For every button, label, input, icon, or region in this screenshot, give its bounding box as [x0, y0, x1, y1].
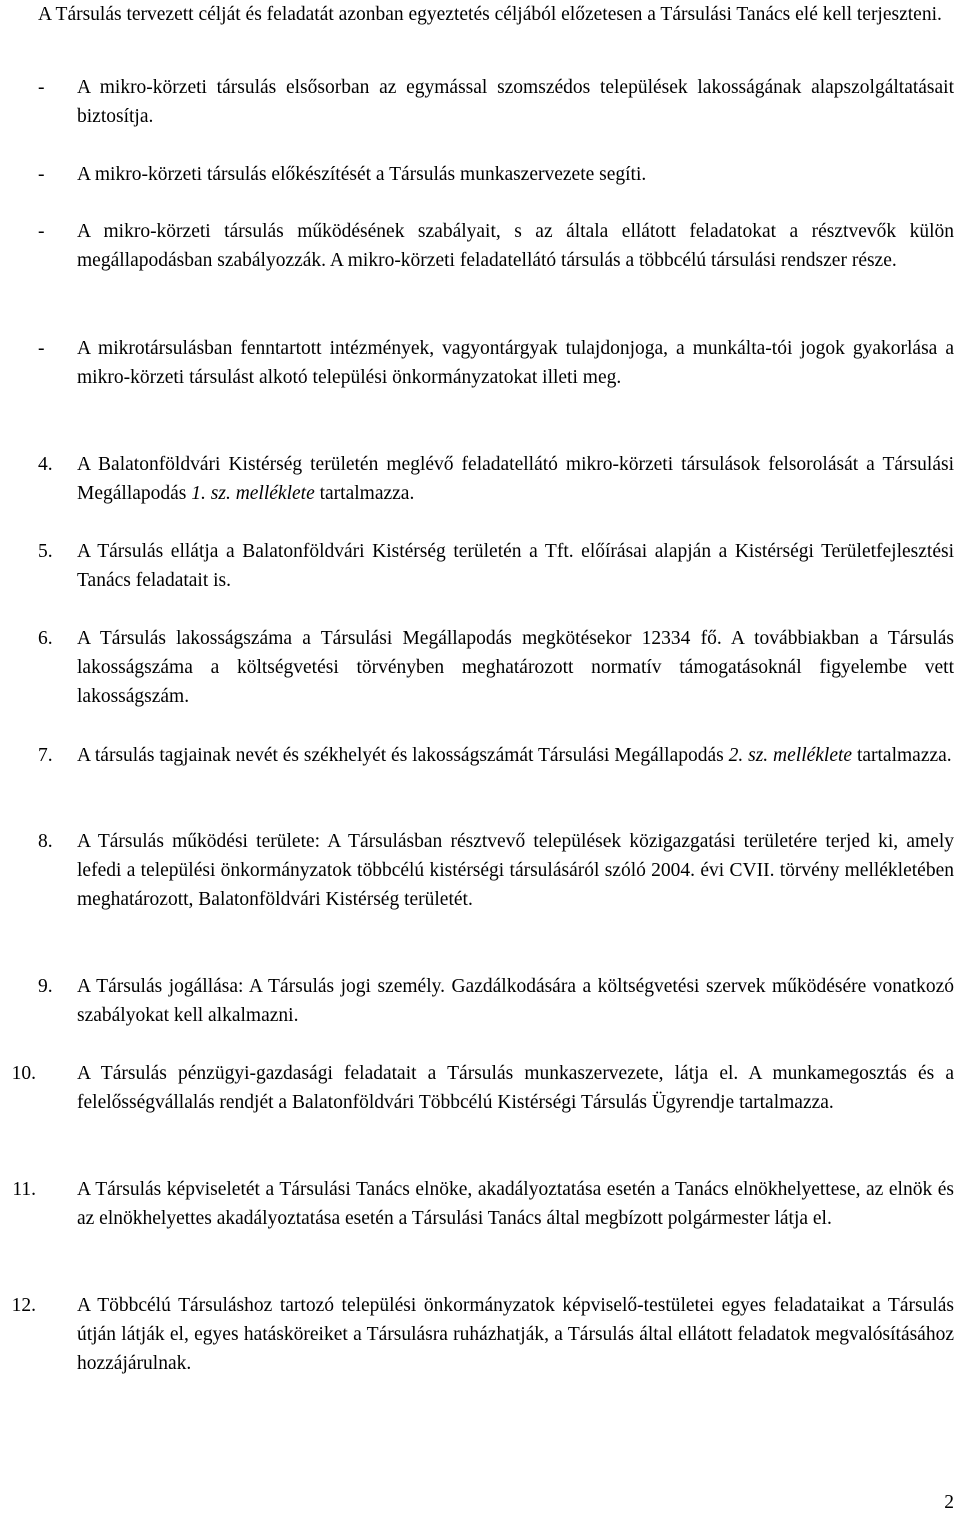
list-dash-marker: -	[38, 221, 45, 242]
list-number-marker: 12.	[11, 1295, 36, 1316]
list-number-marker: 5.	[38, 541, 53, 562]
list-item-text: A Többcélú Társuláshoz tartozó települési önkormányzatok képviselő-testületei egyes feladataikat a Társulás útján látják el, egyes hatásköreiket a Társulásra ruházhatják, a Társulás által ellátott feladatok megvalósításához hozzájárulnak.	[77, 1295, 954, 1375]
list-number-marker: 10.	[11, 1063, 36, 1084]
numbered-list-item	[0, 1059, 954, 1117]
list-item-text-part: A Balatonföldvári Kistérség területén meglévő feladatellátó mikro-körzeti társulások felsorolását a Társulási Megállapodás	[77, 454, 954, 505]
dash-list-item	[38, 160, 954, 189]
numbered-list-item	[0, 537, 954, 595]
list-item-text: A mikro-körzeti társulás elsősorban az egymással szomszédos települések lakosságának alapszolgáltatásait biztosítja.	[77, 77, 954, 128]
dash-list-item	[38, 217, 954, 275]
list-item-text: A mikro-körzeti társulás előkészítését a Társulás munkaszervezete segíti.	[77, 164, 647, 185]
numbered-list-item	[0, 624, 954, 712]
list-item-text: A Társulás pénzügyi-gazdasági feladatait a Társulás munkaszervezete, látja el. A munkamegosztás és a felelősségvállalás rendjét a Balatonföldvári Többcélú Kistérségi Társulás Ügyrendje tartalmazza.	[77, 1063, 954, 1114]
list-item-text	[77, 450, 954, 508]
list-item-text: A mikro-körzeti társulás működésének szabályait, s az általa ellátott feladatokat a résztvevők külön megállapodásban szabályozzák. A mikro-körzeti feladatellátó társulás a többcélú társulási rendszer része.	[77, 221, 954, 272]
dash-list-item	[38, 334, 954, 392]
list-dash-marker: -	[38, 77, 45, 98]
list-number-marker: 4.	[38, 454, 53, 475]
numbered-list-item	[0, 741, 954, 770]
numbered-list-item	[0, 972, 954, 1030]
list-number-marker: 6.	[38, 628, 53, 649]
list-dash-marker: -	[38, 338, 45, 359]
annex-reference: 1. sz. melléklete	[191, 483, 315, 505]
list-number-marker: 8.	[38, 831, 53, 852]
dash-list-item	[38, 73, 954, 131]
numbered-list-item	[0, 1175, 954, 1233]
list-number-marker: 9.	[38, 976, 53, 997]
list-item-text: A Társulás működési területe: A Társulásban résztvevő települések közigazgatási területére terjed ki, amely lefedi a települési önkormányzatok többcélú kistérségi társulásáról szóló 2004. évi CVII. törvény mellékletében meghatározott, Balatonföldvári Kistérség területét.	[77, 831, 954, 911]
numbered-list-item	[0, 450, 954, 508]
list-item-text: A Társulás ellátja a Balatonföldvári Kistérség területén a Tft. előírásai alapján a Kistérségi Területfejlesztési Tanács feladatait is.	[77, 541, 954, 592]
list-dash-marker: -	[38, 164, 45, 185]
list-item-text-part: A társulás tagjainak nevét és székhelyét és lakosságszámát Társulási Megállapodás	[77, 745, 729, 766]
list-item-text: A mikrotársulásban fenntartott intézmények, vagyontárgyak tulajdonjoga, a munkálta-tói jogok gyakorlása a mikro-körzeti társulást alkotó települési önkormányzatokat illeti meg.	[77, 338, 954, 389]
list-item-text: A Társulás jogállása: A Társulás jogi személy. Gazdálkodására a költségvetési szervek működésére vonatkozó szabályokat kell alkalmazni.	[77, 976, 954, 1027]
intro-paragraph: A Társulás tervezett célját és feladatát azonban egyeztetés céljából előzetesen a Társulási Tanács elé kell terjeszteni.	[38, 4, 942, 25]
numbered-list-item	[0, 827, 954, 915]
list-number-marker: 11.	[12, 1179, 36, 1200]
list-item-text-part: tartalmazza.	[314, 483, 415, 505]
list-item-text: A Társulás lakosságszáma a Társulási Megállapodás megkötésekor 12334 fő. A továbbiakban a Társulás lakosságszáma a költségvetési törvényben meghatározott normatív támogatásoknál figyelembe vett lakosságszám.	[77, 628, 954, 708]
list-item-text	[77, 741, 954, 770]
list-item-text: A Társulás képviseletét a Társulási Tanács elnöke, akadályoztatása esetén a Tanács elnökhelyettese, az elnök és az elnökhelyettes akadályoztatása esetén a Társulási Tanács által megbízott polgármester látja el.	[77, 1179, 954, 1230]
page-number: 2	[944, 1492, 954, 1513]
numbered-list-item	[0, 1291, 954, 1379]
list-item-text-part: tartalmazza.	[852, 745, 952, 766]
list-number-marker: 7.	[38, 745, 53, 766]
annex-reference: 2. sz. melléklete	[728, 745, 853, 766]
